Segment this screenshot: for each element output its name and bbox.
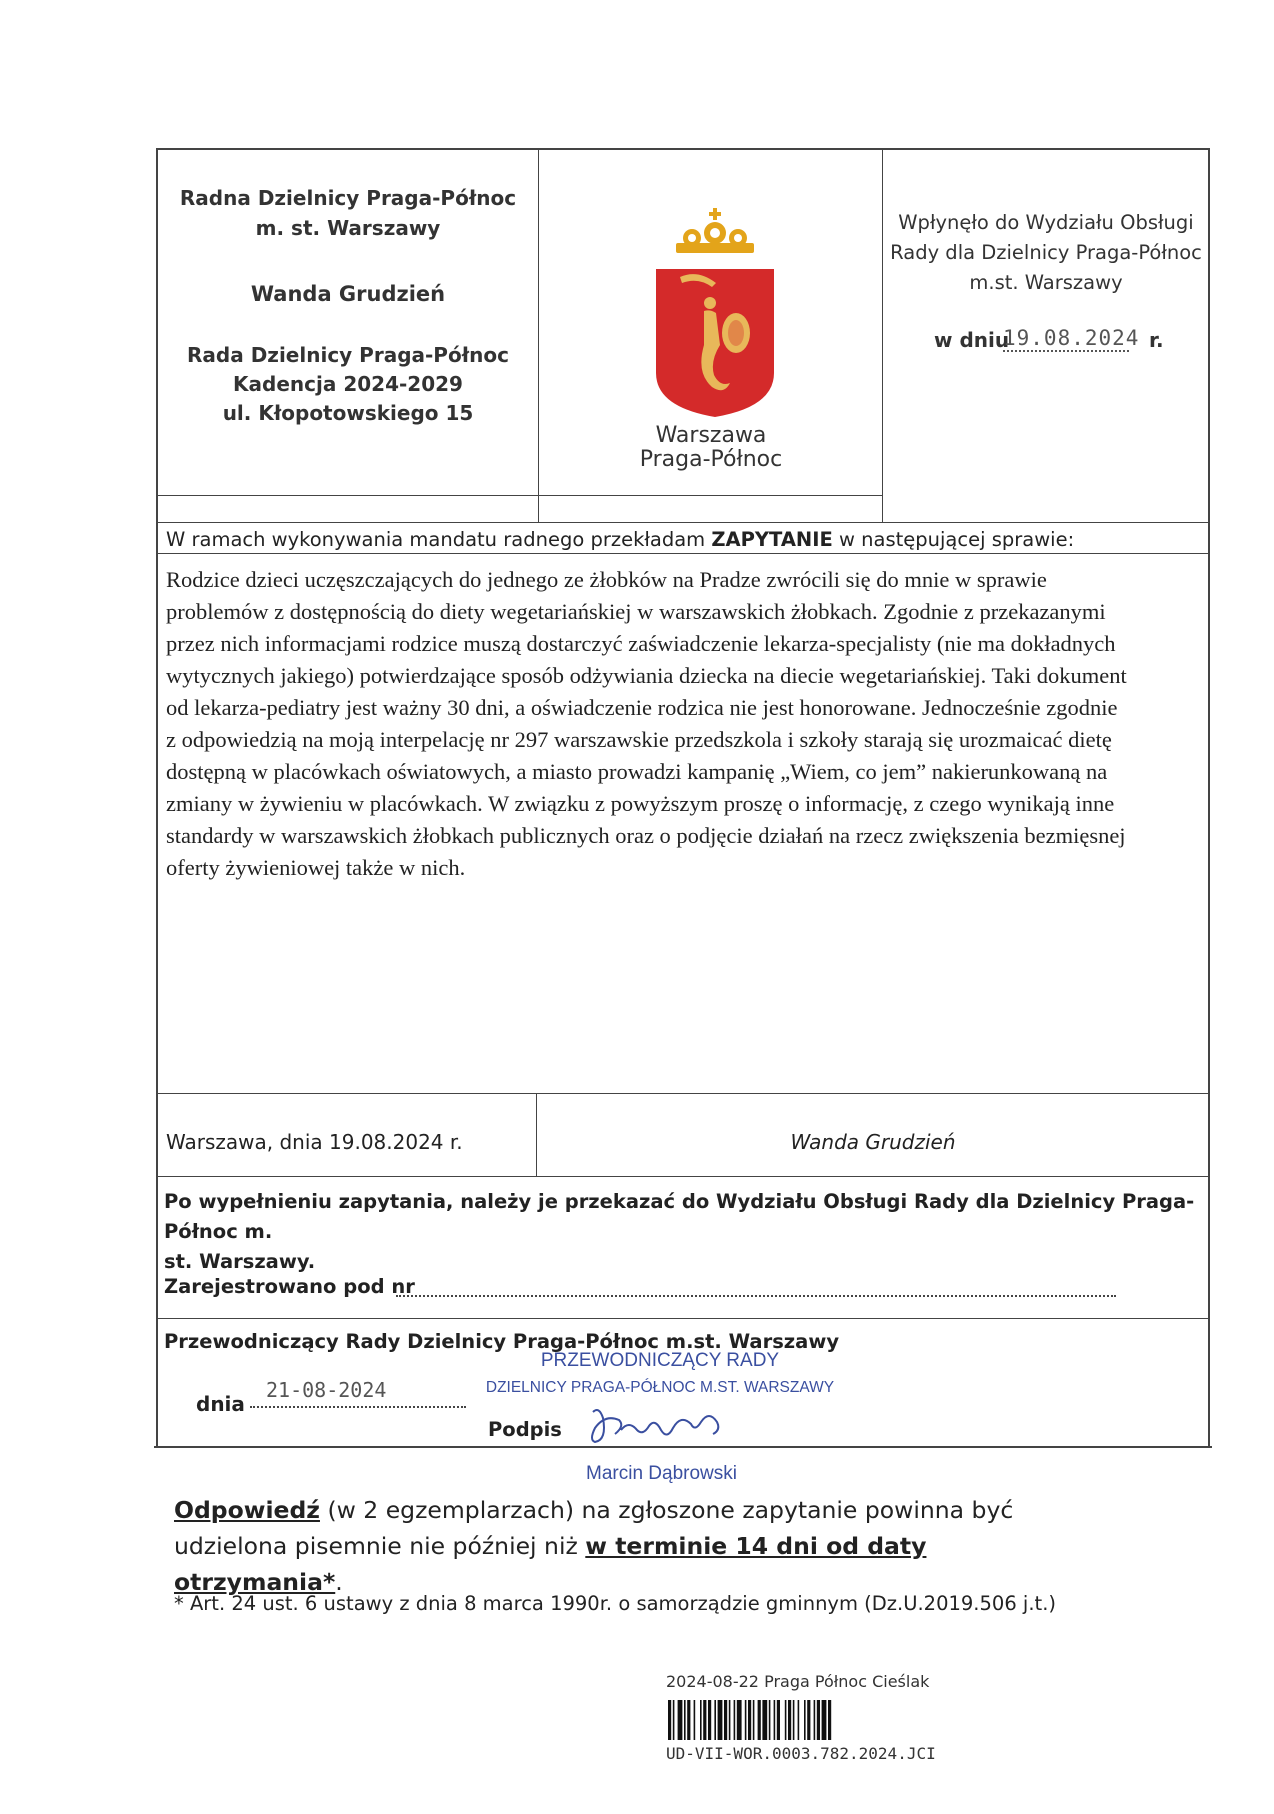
stamp-title: PRZEWODNICZĄCY RADY xyxy=(540,1350,780,1371)
inquiry-intro xyxy=(166,528,1074,551)
council-address xyxy=(160,341,536,428)
legal-footnote: * Art. 24 ust. 6 ustawy z dnia 8 marca 1990r. o samorządzie gminnym (Dz.U.2019.506 j.t.) xyxy=(174,1592,1056,1615)
chair-date-value: 21-08-2024 xyxy=(250,1378,466,1408)
councillor-city: m. st. Warszawy xyxy=(255,216,441,240)
chair-stamp xyxy=(470,1350,850,1399)
answer-text-3: . xyxy=(335,1568,343,1596)
chair-label: Przewodniczący Rady Dzielnicy Praga-Północ m.st. Warszawy xyxy=(164,1330,840,1353)
body-line: standardy w warszawskich żłobkach publicznych oraz o podjęcie działań na rzecz zwiększenia bezmięsnej xyxy=(166,823,1126,848)
answer-keyword: Odpowiedź xyxy=(174,1496,320,1524)
body-line: zmiany w żywieniu w placówkach. W związku z powyższym proszę o informację, z czego wynikają inne xyxy=(166,791,1115,816)
answer-deadline: w terminie 14 dni od daty otrzymania* xyxy=(174,1532,927,1596)
registry-stamp-line: 2024-08-22 Praga Północ Cieślak xyxy=(666,1672,930,1691)
receipt-line-3: m.st. Warszawy xyxy=(969,271,1123,294)
registry-number: UD-VII-WOR.0003.782.2024.JCI xyxy=(666,1744,936,1763)
inquiry-body xyxy=(166,564,1206,884)
signature-label: Podpis xyxy=(488,1418,562,1441)
instruction-line-1: Po wypełnieniu zapytania, należy je przekazać do Wydziału Obsługi Rady dla Dzielnicy Praga-Północ m. xyxy=(164,1190,1195,1243)
answer-line-1 xyxy=(174,1492,1094,1528)
body-line: dostępną w placówkach oświatowych, a miasto prowadzi kampanię „Wiem, co jem” nakierunkowaną na xyxy=(166,759,1108,784)
answer-text-1: (w 2 egzemplarzach) na zgłoszone zapytanie powinna być xyxy=(319,1496,1014,1524)
body-line: wytycznych jakiego) potwierdzające sposób odżywiania dziecka na diecie wegetariańskiej. Taki dokument xyxy=(166,663,1127,688)
answer-line-2 xyxy=(174,1528,1094,1600)
body-line: z odpowiedzią na moją interpelację nr 297 warszawskie przedszkola i szkoły starają się urozmaicać dietę xyxy=(166,727,1112,752)
body-line: problemów z dostępnością do diety wegetariańskiej w warszawskich żłobkach. Zgodnie z przekazanymi xyxy=(166,599,1106,624)
chair-handwritten-signature xyxy=(585,1400,735,1452)
body-line: przez nich informacjami rodzice muszą dostarczyć zaświadczenie lekarza-specjalisty (nie ma dokładnych xyxy=(166,631,1116,656)
body-line: oferty żywieniowej także w nich. xyxy=(166,855,466,880)
receipt-date-label: w dniu xyxy=(934,328,1010,352)
body-line: Rodzice dzieci uczęszczających do jednego ze żłobków na Pradze zwrócili się do mnie w sprawie xyxy=(166,567,1047,592)
body-line: od lekarza-pediatry jest ważny 30 dni, a oświadczenie rodzica nie jest honorowane. Jednocześnie zgodnie xyxy=(166,695,1118,720)
councillor-title: Radna Dzielnicy Praga-Północ xyxy=(179,186,517,210)
councillor-name: Wanda Grudzień xyxy=(250,282,446,306)
warsaw-coat-of-arms-icon xyxy=(640,205,780,420)
logo-text-city: Warszawa xyxy=(655,423,767,448)
receipt-line-2: Rady dla Dzielnicy Praga-Północ xyxy=(890,241,1202,264)
logo-caption xyxy=(540,424,882,472)
barcode-icon xyxy=(668,1700,906,1740)
receipt-stamp-text xyxy=(884,208,1208,298)
chair-name-stamp: Marcin Dąbrowski xyxy=(586,1463,737,1484)
logo-text-district: Praga-Północ xyxy=(639,447,783,472)
instruction-line-2: st. Warszawy. xyxy=(164,1250,316,1273)
stamp-district: DZIELNICY PRAGA-PÓŁNOC M.ST. WARSZAWY xyxy=(485,1379,835,1396)
inquiry-intro-pre: W ramach wykonywania mandatu radnego przekładam xyxy=(166,528,712,551)
registration-number-field xyxy=(396,1295,1116,1297)
councillor-header xyxy=(160,183,536,243)
forwarding-instruction xyxy=(164,1187,1204,1277)
registration-label: Zarejestrowano pod nr xyxy=(164,1275,415,1298)
inquiry-keyword: ZAPYTANIE xyxy=(711,528,833,551)
answer-requirement xyxy=(174,1492,1094,1600)
answer-text-2: udzielona pisemnie nie później niż xyxy=(174,1532,586,1560)
chair-date-label: dnia xyxy=(196,1392,245,1416)
council-name: Rada Dzielnicy Praga-Północ xyxy=(187,343,509,367)
place-and-date: Warszawa, dnia 19.08.2024 r. xyxy=(166,1130,463,1154)
receipt-date-value: 19.08.2024 xyxy=(1003,326,1140,350)
council-term: Kadencja 2024-2029 xyxy=(233,372,463,396)
receipt-line-1: Wpłynęło do Wydziału Obsługi xyxy=(898,211,1194,234)
council-street: ul. Kłopotowskiego 15 xyxy=(222,401,474,425)
inquiry-intro-post: w następującej sprawie: xyxy=(832,528,1075,551)
receipt-date-suffix: r. xyxy=(1149,328,1164,352)
author-signature: Wanda Grudzień xyxy=(790,1130,956,1154)
